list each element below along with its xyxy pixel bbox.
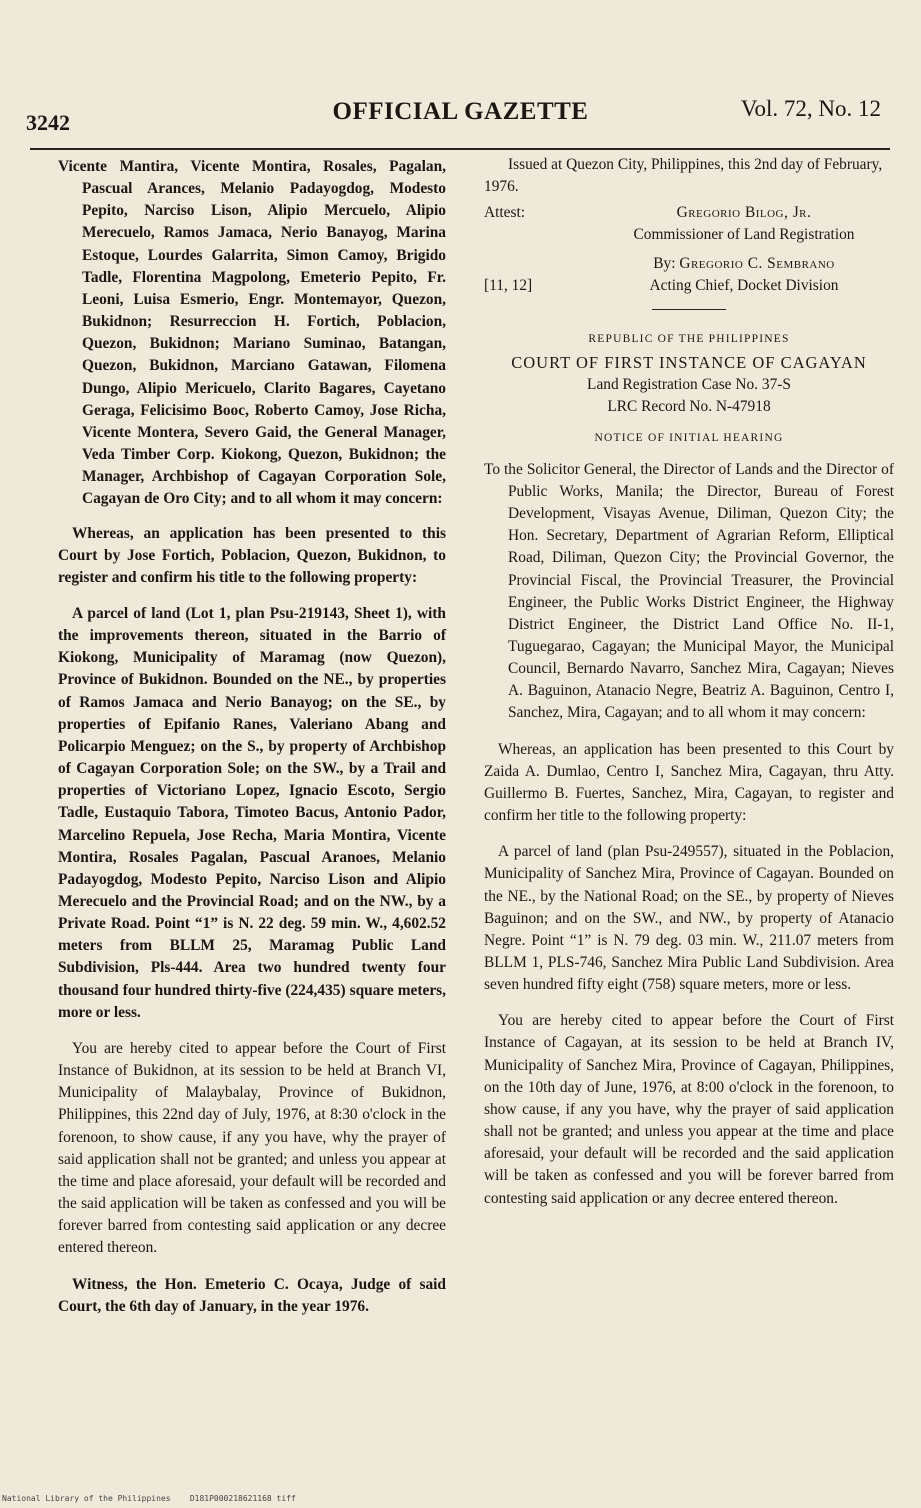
left-whereas: Whereas, an application has been presented to this Court by Jose Fortich, Poblacion, Quezon, Bukidnon, to register and confirm his title to the following property:: [58, 524, 446, 586]
case-reference: [11, 12]: [484, 276, 533, 294]
by-block: [484, 253, 894, 297]
deputy-name-line: [594, 253, 894, 275]
deputy-title: Acting Chief, Docket Division: [649, 276, 839, 294]
publication-title: OFFICIAL GAZETTE: [332, 98, 589, 125]
republic-heading: REPUBLIC OF THE PHILIPPINES: [588, 332, 790, 345]
left-addressees: Vicente Mantira, Vicente Montira, Rosales, Pagalan, Pascual Arances, Melanio Padayogdog, Modesto Pepito, Narciso Lison, Alipio Mercuelo, Alipio Merecuelo, Ramos Jamaca, Nerio Banayog, Marina Estoque, Lourdes Galarrita, Simon Camoy, Brigido Tadle, Florentina Magpolong, Emeterio Pepito, Fr. Leoni, Luisa Esmerio, Engr. Montemayor, Quezon, Bukidnon; Resurreccion H. Fortich, Poblacion, Quezon, Bukidnon; Mariano Suminao, Batangan, Quezon, Bukidnon, Marciano Gatawan, Filomena Dungo, Alipio Mericuelo, Clarito Bagares, Cayetano Geraga, Felicisimo Booc, Roberto Camoy, Jose Richa, Vicente Montera, Severo Gaid, the General Manager, Veda Timber Corp. Kiokong, Quezon, Bukidnon; the Manager, Archbishop of Cagayan Corporation Sole, Cagayan de Oro City; and to all whom it may concern:: [58, 158, 446, 508]
by-label: By:: [653, 254, 676, 272]
issued-line: Issued at Quezon City, Philippines, this 2nd day of February, 1976.: [484, 156, 883, 196]
deputy-name: Gregorio C. Sembrano: [679, 254, 835, 272]
attest-block: [484, 202, 894, 246]
header-rule: [30, 148, 890, 150]
right-whereas: Whereas, an application has been presented to this Court by Zaida A. Dumlao, Centro I, Sanchez Mira, Cagayan, thru Atty. Guillermo B. Fuertes, Sanchez, Mira, Cagayan, to register and confirm her title to the following property:: [484, 740, 894, 825]
right-column: [484, 154, 894, 1210]
scan-source: National Library of the Philippines: [2, 1494, 171, 1503]
page-number: 3242: [26, 110, 70, 135]
right-parcel-description: A parcel of land (plan Psu-249557), situated in the Poblacion, Municipality of Sanchez Mira, Province of Cagayan. Bounded on the NE., by the National Road; on the SE., by property of Nieves Baguinon; and on the SW., and NW., by property of Atanacio Negre. Point “1” is N. 79 deg. 03 min. W., 211.07 meters from BLLM 1, PLS-746, Sanchez Mira Public Land Subdivision. Area seven hundred fifty eight (758) square meters, more or less.: [484, 843, 894, 994]
attest-label: Attest:: [484, 204, 526, 222]
right-citation: You are hereby cited to appear before the Court of First Instance of Cagayan, at its session to be held at Branch IV, Municipality of Sanchez Mira, Province of Cagayan, Philippines, on the 10th day of June, 1976, at 8:00 o'clock in the forenoon, to show cause, if any you have, why the prayer of said application shall not be granted; and unless you appear at the time and place aforesaid, your default will be recorded and the said application will be taken as confessed and you will be forever barred from contesting said application or any decree entered thereon.: [484, 1012, 894, 1207]
file-reference: D181P000218621168 tiff: [189, 1494, 296, 1503]
commissioner-title: Commissioner of Land Registration: [633, 226, 855, 244]
left-column: [58, 156, 446, 1318]
scan-footer: [2, 1494, 296, 1503]
lrc-record: LRC Record No. N-47918: [607, 398, 771, 416]
left-witness: Witness, the Hon. Emeterio C. Ocaya, Judge of said Court, the 6th day of January, in the year 1976.: [58, 1275, 446, 1315]
commissioner-signature: [594, 202, 894, 246]
commissioner-name: Gregorio Bilog, Jr.: [676, 204, 812, 222]
left-citation: You are hereby cited to appear before the Court of First Instance of Bukidnon, at its session to be held at Branch VI, Municipality of Malaybalay, Province of Bukidnon, Philippines, this 22nd day of July, 1976, at 8:30 o'clock in the forenoon, to show cause, if any you have, why the prayer of said application shall not be granted; and unless you appear at the time and place aforesaid, your default will be recorded and the said application will be taken as confessed and you will be forever barred from contesting said application or any decree entered thereon.: [58, 1039, 446, 1257]
left-parcel-description: A parcel of land (Lot 1, plan Psu-219143, Sheet 1), with the improvements thereon, situated in the Barrio of Kiokong, Municipality of Maramag (now Quezon), Province of Bukidnon. Bounded on the NE., by properties of Ramos Jamaca and Nerio Banayog; on the SE., by properties of Epifanio Ranes, Valeriano Abang and Policarpio Menguez; on the S., by property of Archbishop of Cagayan Corporation Sole; on the SW., by a Trail and properties of Victoriano Lopez, Ignacio Escoto, Sergio Tadle, Eustaquio Tabora, Timoteo Bacus, Antonio Pador, Marcelino Repuela, Jose Recha, Maria Montira, Vicente Montira, Rosales Pagalan, Pascual Aranoes, Melanio Padayogdog, Modesto Pepito, Narciso Lison and Alipio Merecuelo and the Provincial Road; and on the NW., by a Private Road. Point “1” is N. 22 deg. 59 min. W., 4,602.52 meters from BLLM 25, Maramag Public Land Subdivision, Pls-444. Area two hundred twenty four thousand four hundred thirty-five (224,435) square meters, more or less.: [58, 604, 446, 1021]
right-addressees: To the Solicitor General, the Director of Lands and the Director of Public Works, Manila; the Director, Bureau of Forest Development, Visayas Avenue, Diliman, Quezon City; the Hon. Secretary, Department of Agrarian Reform, Elliptical Road, Diliman, Quezon City; the Provincial Governor, the Provincial Fiscal, the Provincial Treasurer, the Provincial Engineer, the Public Works District Engineer, the Highway District Engineer, the District Land Office No. II-1, Tuguegarao, Cagayan; the Municipal Mayor, the Municipal Council, Bernardo Navarro, Sanchez Mira, Cagayan; Nieves A. Baguinon, Atanacio Negre, Beatriz A. Baguinon, Centro I, Sanchez, Mira, Cagayan; and to all whom it may concern:: [484, 460, 894, 722]
notice-heading: NOTICE OF INITIAL HEARING: [594, 431, 784, 444]
deputy-signature: [594, 253, 894, 297]
section-divider: [652, 309, 726, 310]
case-number: Land Registration Case No. 37-S: [587, 376, 791, 394]
volume-label: Vol. 72, No. 12: [740, 96, 881, 121]
court-heading: COURT OF FIRST INSTANCE OF CAGAYAN: [511, 353, 867, 373]
